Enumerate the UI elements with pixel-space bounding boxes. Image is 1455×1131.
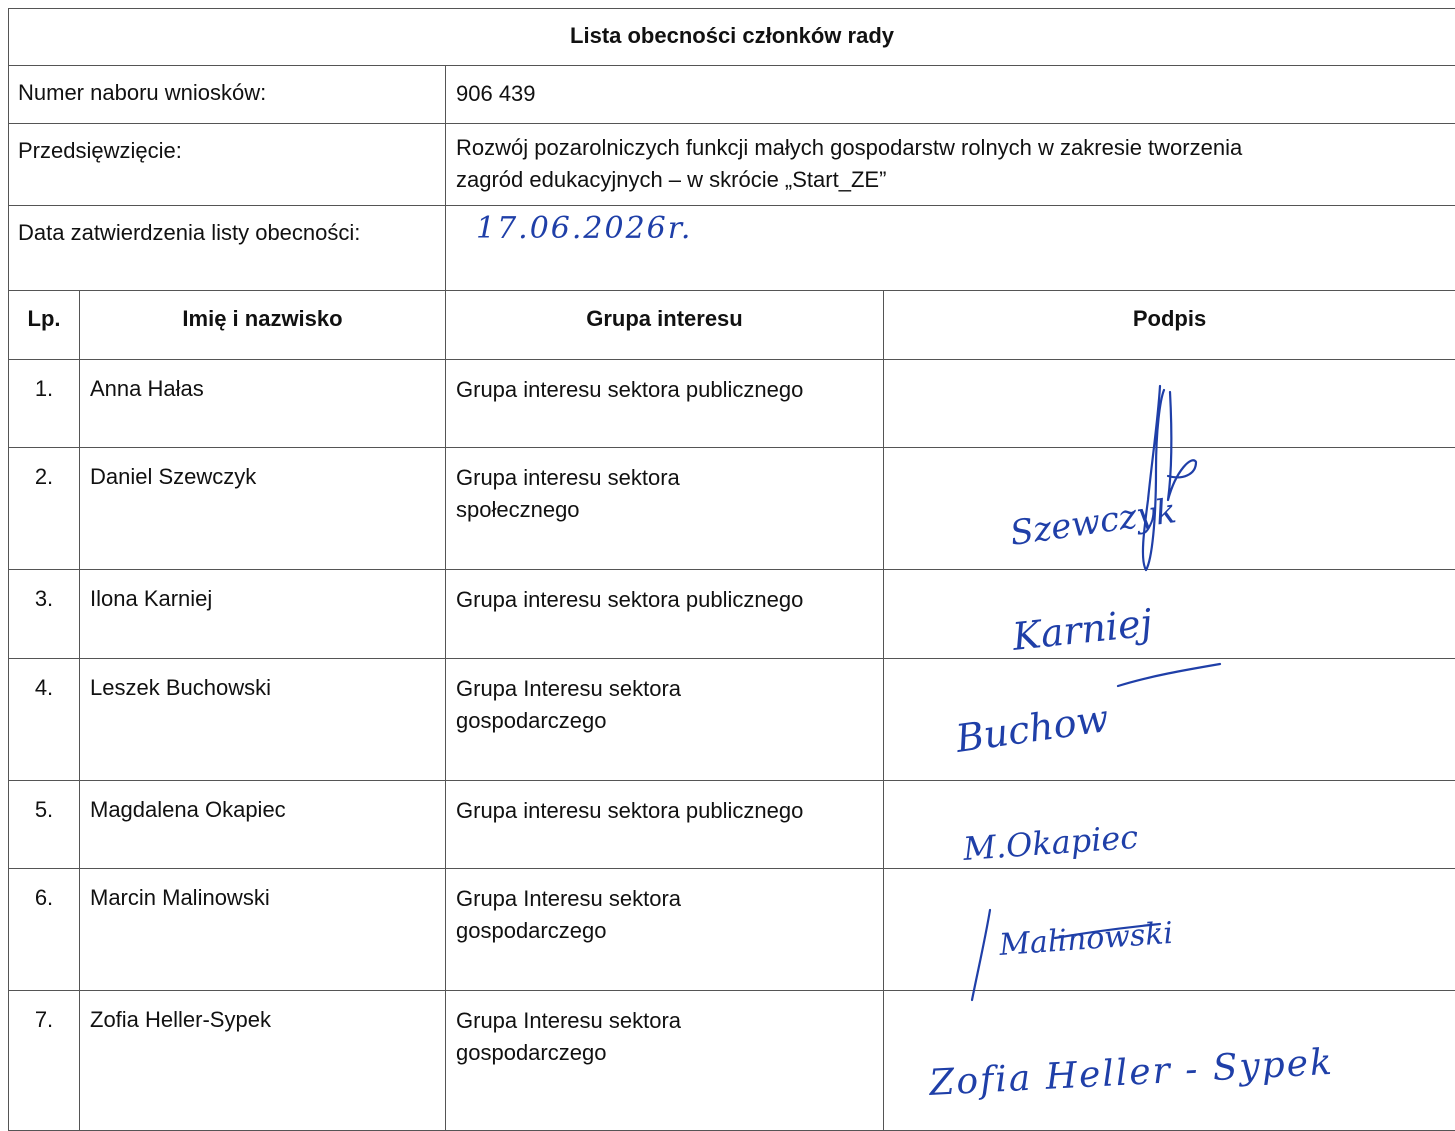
row-signature-cell (884, 570, 1455, 659)
signature-6: Malinowski (997, 916, 1174, 963)
attendance-list-document (8, 8, 1455, 1131)
row-group (446, 659, 884, 781)
przedsiewziecie-value-line1: Rozwój pozarolniczych funkcji małych gospodarstw rolnych w zakresie tworzenia (456, 132, 1455, 164)
row-group (446, 991, 884, 1131)
data-label: Data zatwierdzenia listy obecności: (18, 220, 360, 245)
document-title: Lista obecności członków rady (570, 23, 894, 48)
row-lp: 3. (9, 570, 80, 659)
row-name: Ilona Karniej (80, 570, 446, 659)
nabor-value: 906 439 (456, 81, 536, 106)
row-lp: 1. (9, 360, 80, 448)
nabor-label-cell (9, 66, 446, 124)
row-group-line1: Grupa Interesu sektora (456, 1005, 883, 1037)
row-name: Anna Hałas (80, 360, 446, 448)
przedsiewziecie-value-cell (446, 124, 1455, 206)
row-lp: 7. (9, 991, 80, 1131)
row-group-line1: Grupa interesu sektora publicznego (456, 795, 883, 827)
przedsiewziecie-value-line2: zagród edukacyjnych – w skrócie „Start_ZE” (456, 164, 1455, 196)
signature-2: Szewczyk (1008, 491, 1179, 554)
row-signature-cell (884, 360, 1455, 448)
row-name: Zofia Heller-Sypek (80, 991, 446, 1131)
row-group (446, 869, 884, 991)
row-signature-cell (884, 991, 1455, 1131)
row-group (446, 448, 884, 570)
handwritten-date (446, 206, 866, 266)
row-lp: 2. (9, 448, 80, 570)
header-group (446, 291, 884, 360)
row-group-line1: Grupa interesu sektora (456, 462, 883, 494)
signature-3: Karniej (1009, 601, 1154, 660)
row-group-line1: Grupa Interesu sektora (456, 673, 883, 705)
table-row (9, 991, 1455, 1131)
table-row (9, 448, 1455, 570)
row-group-line2: społecznego (456, 494, 883, 526)
row-group (446, 360, 884, 448)
row-group-line1: Grupa Interesu sektora (456, 883, 883, 915)
row-name: Leszek Buchowski (80, 659, 446, 781)
handwritten-date-text: 17.06.2026r. (476, 211, 692, 246)
nabor-label: Numer naboru wniosków: (18, 80, 266, 105)
nabor-value-cell (446, 66, 1455, 124)
signature-5: M.Okapiec (961, 818, 1140, 868)
header-group-label: Grupa interesu (586, 306, 742, 331)
przedsiewziecie-label: Przedsięwzięcie: (18, 138, 182, 163)
row-lp: 5. (9, 781, 80, 869)
row-lp: 4. (9, 659, 80, 781)
row-name: Magdalena Okapiec (80, 781, 446, 869)
table-row (9, 659, 1455, 781)
data-label-cell (9, 206, 446, 291)
row-group-line1: Grupa interesu sektora publicznego (456, 374, 883, 406)
row-group-line1: Grupa interesu sektora publicznego (456, 584, 883, 616)
header-signature-label: Podpis (1133, 306, 1206, 331)
row-signature-cell (884, 781, 1455, 869)
row-signature-cell (884, 869, 1455, 991)
document-title-cell (9, 9, 1455, 66)
row-name: Marcin Malinowski (80, 869, 446, 991)
header-lp-label: Lp. (28, 306, 61, 331)
signature-7: Zofia Heller - Sypek (927, 1042, 1334, 1104)
row-signature-cell (884, 659, 1455, 781)
table-row (9, 360, 1455, 448)
table-row (9, 869, 1455, 991)
row-name: Daniel Szewczyk (80, 448, 446, 570)
row-lp: 6. (9, 869, 80, 991)
row-group (446, 570, 884, 659)
row-signature-cell (884, 448, 1455, 570)
table-row (9, 570, 1455, 659)
row-group-line2: gospodarczego (456, 705, 883, 737)
header-lp (9, 291, 80, 360)
header-name (80, 291, 446, 360)
header-name-label: Imię i nazwisko (182, 306, 342, 331)
signature-4: Buchow (952, 696, 1111, 761)
attendance-table (8, 8, 1455, 1131)
row-group-line2: gospodarczego (456, 1037, 883, 1069)
header-signature (884, 291, 1455, 360)
table-row (9, 781, 1455, 869)
data-value-cell (446, 206, 1455, 291)
row-group (446, 781, 884, 869)
row-group-line2: gospodarczego (456, 915, 883, 947)
przedsiewziecie-label-cell (9, 124, 446, 206)
